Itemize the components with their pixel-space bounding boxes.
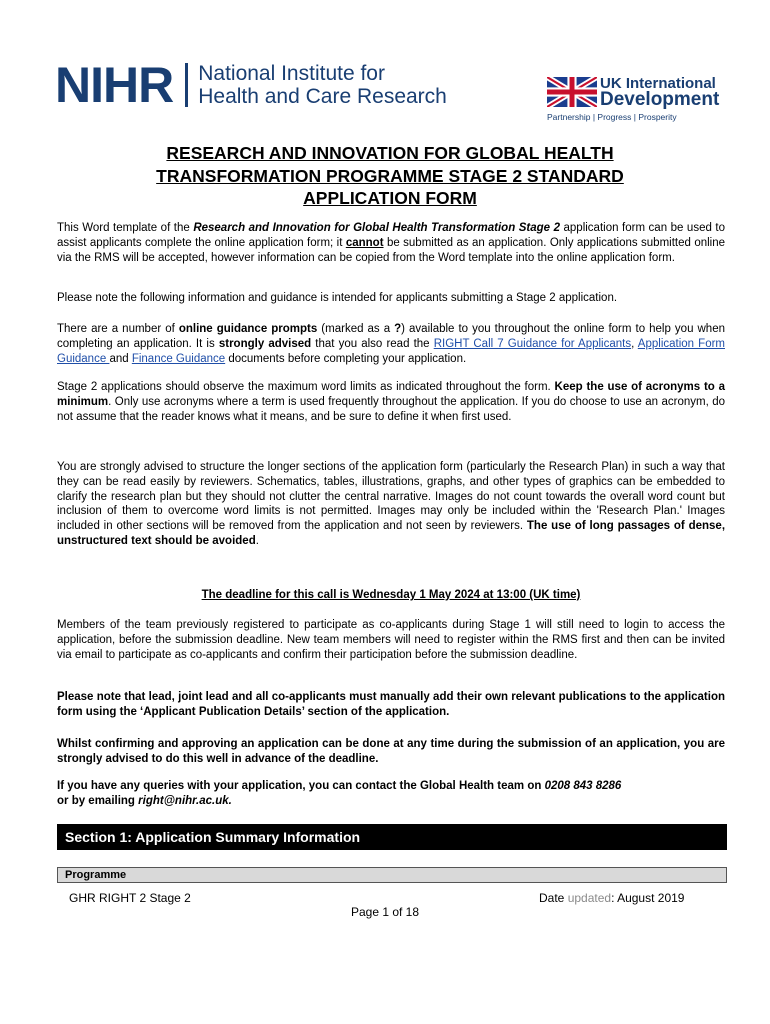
ukid-line1: UK International [600,75,716,92]
word-limits-paragraph: Stage 2 applications should observe the maximum word limits as indicated throughout the form. Keep the use of acronyms to a minimum. Only use acronyms where a term is used frequently throughout the application. If you do choose to use an acronym, do not assume that the reader knows what it means, and be sure to define it when first used. [57,381,725,423]
contact-note: If you have any queries with your application, you can contact the Global Health team on 0208 843 8286 or by emailing right@nihr.ac.uk. [57,780,622,807]
title-line3: APPLICATION FORM [303,188,477,208]
page-number: Page 1 of 18 [350,905,420,919]
uk-international-development-logo [547,76,729,122]
guidance-for-applicants-link[interactable]: RIGHT Call 7 Guidance for Applicants [433,337,632,350]
phone-number: 0208 843 8286 [544,780,622,792]
ukid-tagline: Partnership | Progress | Prosperity [547,112,677,122]
programme-label: Programme [57,867,727,883]
guidance-paragraph: There are a number of online guidance prompts (marked as a ?) available to you throughout the online form to help you when completing an application. It is strongly advised that you also read the RIGHT Call 7 Guidance for Applicants, Application Form Guidance and Finance Guidance documents before completing your application. [57,323,725,365]
title-line2: TRANSFORMATION PROGRAMME STAGE 2 STANDARD [156,165,624,186]
publications-note: Please note that lead, joint lead and all co-applicants must manually add their own relevant publications to the application form using the ‘Applicant Publication Details’ section of the application. [57,691,725,718]
finance-guidance-link[interactable]: Finance Guidance [131,352,226,365]
team-members-paragraph: Members of the team previously registered to participate as co-applicants during Stage 1 will still need to login to access the application, before the submission deadline. New team members will need to register within the RMS first and then can be invited via email to participate as co-applicants and confirm their participation before the submission deadline. [57,619,725,661]
deadline-notice: The deadline for this call is Wednesday 1 May 2024 at 13:00 (UK time) [201,589,581,601]
union-jack-icon [547,77,597,107]
document-title [80,142,700,210]
stage2-note: Please note the following information and guidance is intended for applicants submitting a Stage 2 application. [57,292,618,304]
nihr-name-line2: Health and Care Research [198,85,447,108]
nihr-logo [55,57,447,113]
footer-date: Date updated: August 2019 [539,891,685,905]
nihr-name [198,62,447,108]
application-form-guidance-link[interactable]: Application Form Guidance [57,337,725,365]
approval-note: Whilst confirming and approving an application can be done at any time during the submission of an application, you are strongly advised to do this well in advance of the deadline. [57,738,725,765]
nihr-name-line1: National Institute for [198,62,385,85]
logo-divider [185,63,188,107]
structure-paragraph: You are strongly advised to structure the longer sections of the application form (particularly the Research Plan) in such a way that they can be read easily by reviewers. Schematics, tables, illustrations, graphs, and other types of graphics can be embedded to clarify the research plan but they should not clutter the central narrative. Images do not count towards the overall word count but inclusion of them to overcome word limits is not permitted. Images may only be included within the 'Research Plan.' Images included in other sections will be removed from the application and not seen by reviewers. The use of long passages of dense, unstructured text should be avoided. [57,461,726,547]
footer-doc-id: GHR RIGHT 2 Stage 2 [69,891,191,905]
title-line1: RESEARCH AND INNOVATION FOR GLOBAL HEALTH [166,143,614,163]
email-address: right@nihr.ac.uk. [138,794,232,807]
nihr-mark: NIHR [55,57,174,113]
intro-paragraph: This Word template of the Research and Innovation for Global Health Transformation Stage 2 application form can be used to assist applicants complete the online application form; it cannot be submitted as an application. Only applications submitted online via the RMS will be accepted, however information can be copied from the Word template into the online application form. [57,222,726,264]
ukid-line2: Development [600,89,720,110]
section-1-header: Section 1: Application Summary Information [57,824,727,850]
